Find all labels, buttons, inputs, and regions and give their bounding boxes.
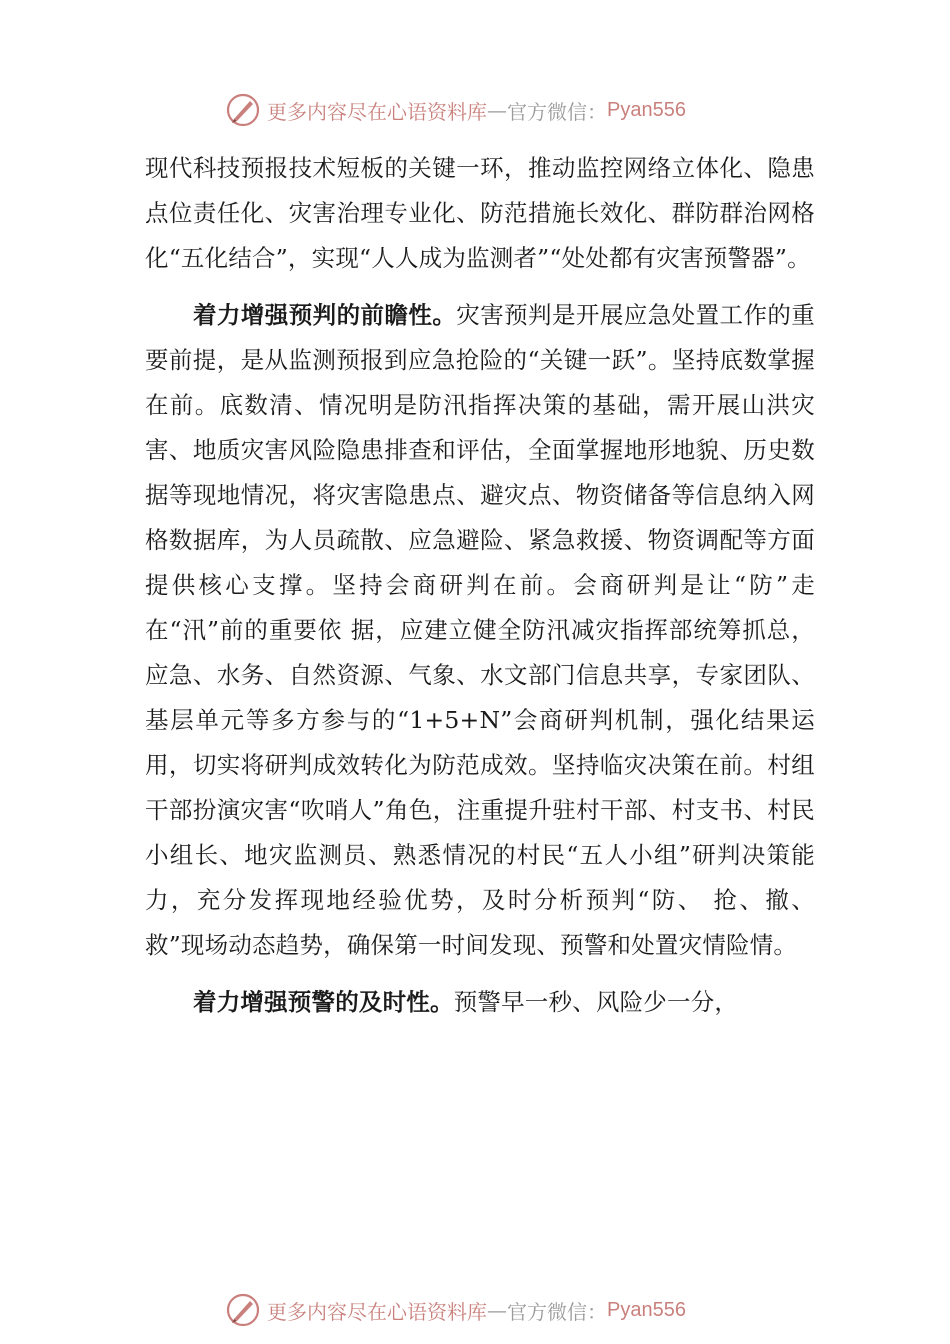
- watermark-brand: 更多内容尽在心语资料库: [267, 1299, 487, 1324]
- paragraph: [145, 980, 815, 1025]
- watermark-label: 官方微信：: [507, 99, 607, 124]
- watermark-brand: 更多内容尽在心语资料库: [267, 99, 487, 124]
- paragraph: [145, 146, 815, 281]
- paragraph-text: 灾害预判是开展应急处置工作的重要前提，是从监测预报到应急抢险的“关键一跃”。坚持底数掌握在前。底数清、情况明是防汛指挥决策的基础，需开展山洪灾害、地质灾害风险隐患排查和评估，全面掌握地形地貌、历史数据等现地情况，将灾害隐患点、避灾点、物资储备等信息纳入网格数据库，为人员疏散、应急避险、紧急救援、物资调配等方面提供核心支撑。坚持会商研判在前。会商研判是让“防”走在“汛”前的重要依 据，应建立健全防汛减灾指挥部统筹抓总，应急、水务、自然资源、气象、水文部门信息共享，专家团队、基层单元等多方参与的“1+5+N”会商研判机制，强化结果运用，切实将研判成效转化为防范成效。坚持临灾决策在前。村组干部扮演灾害“吹哨人”角色，注重提升驻村干部、村支书、村民小组长、地灾监测员、熟悉情况的村民“五人小组”研判决策能力，充分发挥现地经验优势，及时分析预判“防、 抢、撤、救”现场动态趋势，确保第一时间发现、预警和处置灾情险情。: [145, 301, 816, 959]
- paragraph-heading: 着力增强预警的及时性。: [193, 988, 454, 1016]
- paragraph: [145, 293, 815, 968]
- watermark-wechat-id: Pyan556: [607, 98, 686, 121]
- watermark-wechat-id: Pyan556: [607, 1298, 686, 1321]
- pen-logo-icon: [225, 1292, 261, 1328]
- pen-logo-icon: [225, 92, 261, 128]
- document-body: [145, 146, 815, 1037]
- watermark-label: 官方微信：: [507, 1299, 607, 1324]
- watermark-separator: —: [487, 98, 507, 122]
- header-watermark: [225, 92, 686, 128]
- watermark-separator: —: [487, 1298, 507, 1322]
- paragraph-heading: 着力增强预判的前瞻性。: [193, 301, 457, 329]
- paragraph-text: 预警早一秒、风险少一分，: [453, 988, 739, 1016]
- footer-watermark: [225, 1292, 686, 1328]
- paragraph-text: 现代科技预报技术短板的关键一环，推动监控网络立体化、隐患点位责任化、灾害治理专业化、防范措施长效化、群防群治网格化“五化结合”，实现“人人成为监测者”“处处都有灾害预警器”。: [145, 154, 815, 272]
